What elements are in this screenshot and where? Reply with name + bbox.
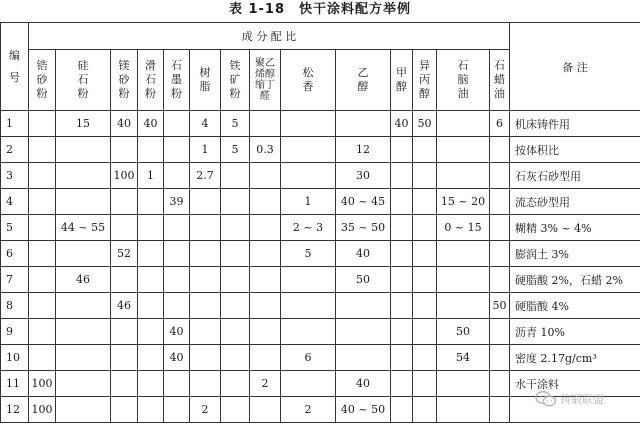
ingredient-cell <box>490 163 510 189</box>
ingredient-cell: 2.7 <box>190 163 221 189</box>
ingredient-cell <box>111 189 138 215</box>
row-number-cell: 4 <box>1 189 29 215</box>
ingredient-cell <box>281 293 336 319</box>
table-row <box>1 137 640 163</box>
ingredient-cell <box>391 241 413 267</box>
table-row <box>1 319 640 345</box>
note-cell: 糊精 3% ~ 4% <box>510 215 640 241</box>
ingredient-cell <box>138 137 164 163</box>
header-note: 备 注 <box>510 23 640 111</box>
header-ethanol: 乙醇 <box>336 50 391 111</box>
ingredient-cell <box>250 215 281 241</box>
note-cell: 硬脂酸 4% <box>510 293 640 319</box>
ingredient-cell <box>490 371 510 397</box>
ingredient-cell <box>391 189 413 215</box>
note-cell: 机床铸件用 <box>510 111 640 137</box>
table-caption <box>0 1 640 19</box>
ingredient-cell <box>190 267 221 293</box>
ingredient-cell <box>29 241 56 267</box>
ingredient-cell: 2 ~ 3 <box>281 215 336 241</box>
ingredient-cell <box>250 397 281 423</box>
ingredient-cell: 2 <box>281 397 336 423</box>
ingredient-cell <box>413 267 437 293</box>
ingredient-cell <box>29 111 56 137</box>
row-number-cell: 11 <box>1 371 29 397</box>
ingredient-cell <box>221 397 250 423</box>
ingredient-cell <box>56 397 111 423</box>
ingredient-cell: 40 <box>111 111 138 137</box>
ingredient-cell <box>437 293 490 319</box>
ingredient-cell <box>250 111 281 137</box>
ingredient-cell: 54 <box>437 345 490 371</box>
ingredient-cell <box>391 215 413 241</box>
header-silica-powder: 硅石粉 <box>56 50 111 111</box>
ingredient-cell <box>490 137 510 163</box>
header-rosin: 松香 <box>281 50 336 111</box>
ingredient-cell <box>250 345 281 371</box>
ingredient-cell <box>391 371 413 397</box>
table-row <box>1 163 640 189</box>
table-row <box>1 267 640 293</box>
ingredient-cell: 39 <box>164 189 190 215</box>
ingredient-cell <box>190 371 221 397</box>
watermark <box>535 384 635 414</box>
row-number-cell: 1 <box>1 111 29 137</box>
ingredient-cell <box>138 397 164 423</box>
header-row-top <box>1 23 640 50</box>
row-number-cell: 3 <box>1 163 29 189</box>
table-row <box>1 111 640 137</box>
ingredient-cell <box>250 189 281 215</box>
ingredient-cell <box>437 137 490 163</box>
table-row <box>1 293 640 319</box>
ingredient-cell: 100 <box>29 371 56 397</box>
ingredient-cell: 0.3 <box>250 137 281 163</box>
header-composition-group: 成 分 配 比 <box>29 23 510 50</box>
ingredient-cell: 12 <box>336 137 391 163</box>
ingredient-cell <box>281 371 336 397</box>
ingredient-cell <box>413 215 437 241</box>
header-zircon-powder: 锆砂粉 <box>29 50 56 111</box>
note-cell: 膨润土 3% <box>510 241 640 267</box>
ingredient-cell <box>190 189 221 215</box>
ingredient-cell <box>190 293 221 319</box>
row-number-cell: 9 <box>1 319 29 345</box>
ingredient-cell <box>111 397 138 423</box>
ingredient-cell <box>490 319 510 345</box>
ingredient-cell: 1 <box>281 189 336 215</box>
ingredient-cell <box>413 163 437 189</box>
ingredient-cell <box>413 397 437 423</box>
header-resin: 树脂 <box>190 50 221 111</box>
ingredient-cell <box>56 137 111 163</box>
ingredient-cell <box>391 397 413 423</box>
ingredient-cell: 2 <box>190 397 221 423</box>
ingredient-cell: 5 <box>221 111 250 137</box>
ingredient-cell <box>490 189 510 215</box>
ingredient-cell <box>29 319 56 345</box>
ingredient-cell <box>413 371 437 397</box>
ingredient-cell: 35 ~ 50 <box>336 215 391 241</box>
ingredient-cell: 15 <box>56 111 111 137</box>
ingredient-cell: 52 <box>111 241 138 267</box>
ingredient-cell: 100 <box>111 163 138 189</box>
table-row <box>1 241 640 267</box>
ingredient-cell <box>221 371 250 397</box>
ingredient-cell <box>391 137 413 163</box>
ingredient-cell <box>281 137 336 163</box>
ingredient-cell: 40 <box>138 111 164 137</box>
header-isopropanol: 异丙醇 <box>413 50 437 111</box>
ingredient-cell <box>413 319 437 345</box>
ingredient-cell <box>281 267 336 293</box>
ingredient-cell <box>164 293 190 319</box>
ingredient-cell: 40 <box>336 241 391 267</box>
ingredient-cell <box>250 293 281 319</box>
ingredient-cell <box>221 241 250 267</box>
ingredient-cell <box>221 293 250 319</box>
ingredient-cell <box>437 371 490 397</box>
ingredient-cell <box>221 267 250 293</box>
ingredient-cell <box>190 319 221 345</box>
header-pvb: 聚乙烯醇缩丁醛 <box>250 50 281 111</box>
ingredient-cell <box>490 397 510 423</box>
ingredient-cell <box>56 241 111 267</box>
ingredient-cell: 15 ~ 20 <box>437 189 490 215</box>
ingredient-cell <box>56 189 111 215</box>
ingredient-cell <box>56 345 111 371</box>
ingredient-cell: 2 <box>250 371 281 397</box>
ingredient-cell <box>138 267 164 293</box>
ingredient-cell <box>190 345 221 371</box>
note-cell: 流态砂型用 <box>510 189 640 215</box>
note-cell: 水干涂料 <box>510 371 640 397</box>
ingredient-cell <box>336 111 391 137</box>
ingredient-cell <box>138 215 164 241</box>
ingredient-cell <box>138 371 164 397</box>
row-number-cell: 2 <box>1 137 29 163</box>
ingredient-cell: 40 <box>336 371 391 397</box>
ingredient-cell: 44 ~ 55 <box>56 215 111 241</box>
row-number-cell: 6 <box>1 241 29 267</box>
ingredient-cell <box>221 189 250 215</box>
ingredient-cell <box>56 163 111 189</box>
ingredient-cell <box>56 371 111 397</box>
ingredient-cell <box>281 319 336 345</box>
ingredient-cell <box>164 215 190 241</box>
note-cell: 石灰石砂型用 <box>510 163 640 189</box>
ingredient-cell: 30 <box>336 163 391 189</box>
header-methanol: 甲醇 <box>391 50 413 111</box>
ingredient-cell <box>111 371 138 397</box>
note-cell: 密度 2.17g/cm³ <box>510 345 640 371</box>
ingredient-cell <box>413 241 437 267</box>
table-title: 快干涂料配方举例 <box>299 2 412 17</box>
ingredient-cell <box>490 215 510 241</box>
recipe-table <box>0 22 640 423</box>
ingredient-cell <box>138 319 164 345</box>
ingredient-cell <box>336 345 391 371</box>
ingredient-cell <box>29 137 56 163</box>
ingredient-cell <box>190 241 221 267</box>
ingredient-cell <box>29 267 56 293</box>
recipe-table-body <box>1 111 640 423</box>
header-talc-powder: 滑石粉 <box>138 50 164 111</box>
ingredient-cell: 50 <box>336 267 391 293</box>
ingredient-cell: 40 <box>164 345 190 371</box>
ingredient-cell <box>490 241 510 267</box>
ingredient-cell <box>138 345 164 371</box>
ingredient-cell: 40 <box>391 111 413 137</box>
ingredient-cell <box>111 215 138 241</box>
ingredient-cell <box>56 293 111 319</box>
table-row <box>1 189 640 215</box>
ingredient-cell <box>164 163 190 189</box>
ingredient-cell <box>164 241 190 267</box>
ingredient-cell <box>111 319 138 345</box>
ingredient-cell: 0 ~ 15 <box>437 215 490 241</box>
note-cell: 硬脂酸 2%，石蜡 2% <box>510 267 640 293</box>
ingredient-cell <box>111 345 138 371</box>
ingredient-cell <box>250 267 281 293</box>
ingredient-cell: 1 <box>190 137 221 163</box>
ingredient-cell: 40 <box>164 319 190 345</box>
header-magnesia-powder: 镁砂粉 <box>111 50 138 111</box>
ingredient-cell <box>221 319 250 345</box>
table-number: 表 1-18 <box>228 2 286 17</box>
ingredient-cell <box>111 267 138 293</box>
ingredient-cell: 50 <box>490 293 510 319</box>
note-cell: 沥青 10% <box>510 319 640 345</box>
ingredient-cell: 50 <box>437 319 490 345</box>
ingredient-cell <box>413 345 437 371</box>
ingredient-cell <box>437 241 490 267</box>
row-number-cell: 5 <box>1 215 29 241</box>
ingredient-cell <box>164 137 190 163</box>
ingredient-cell: 4 <box>190 111 221 137</box>
ingredient-cell <box>413 293 437 319</box>
ingredient-cell <box>29 293 56 319</box>
ingredient-cell <box>250 241 281 267</box>
ingredient-cell <box>437 163 490 189</box>
ingredient-cell <box>281 163 336 189</box>
ingredient-cell <box>336 319 391 345</box>
ingredient-cell: 6 <box>281 345 336 371</box>
ingredient-cell <box>391 345 413 371</box>
ingredient-cell <box>437 111 490 137</box>
row-number-cell: 10 <box>1 345 29 371</box>
row-number-cell: 7 <box>1 267 29 293</box>
ingredient-cell <box>29 189 56 215</box>
ingredient-cell <box>391 267 413 293</box>
row-number-cell: 8 <box>1 293 29 319</box>
ingredient-cell: 1 <box>138 163 164 189</box>
table-row <box>1 345 640 371</box>
header-naphtha: 石脑油 <box>437 50 490 111</box>
ingredient-cell <box>437 397 490 423</box>
ingredient-cell <box>391 293 413 319</box>
ingredient-cell <box>138 241 164 267</box>
ingredient-cell: 40 ~ 45 <box>336 189 391 215</box>
ingredient-cell <box>56 319 111 345</box>
ingredient-cell <box>164 267 190 293</box>
ingredient-cell <box>391 319 413 345</box>
watermark-text: 铸锻联盟 <box>560 393 604 406</box>
ingredient-cell: 40 ~ 50 <box>336 397 391 423</box>
ingredient-cell <box>164 111 190 137</box>
ingredient-cell <box>29 163 56 189</box>
ingredient-cell: 5 <box>281 241 336 267</box>
ingredient-cell <box>221 215 250 241</box>
ingredient-cell <box>221 163 250 189</box>
header-row-number: 编号 <box>1 23 29 111</box>
ingredient-cell <box>413 137 437 163</box>
ingredient-cell <box>221 345 250 371</box>
header-graphite-powder: 石墨粉 <box>164 50 190 111</box>
ingredient-cell <box>391 163 413 189</box>
wechat-icon <box>535 390 557 408</box>
ingredient-cell <box>138 293 164 319</box>
ingredient-cell: 46 <box>111 293 138 319</box>
ingredient-cell <box>336 293 391 319</box>
ingredient-cell: 100 <box>29 397 56 423</box>
ingredient-cell <box>29 345 56 371</box>
ingredient-cell: 46 <box>56 267 111 293</box>
ingredient-cell <box>490 267 510 293</box>
ingredient-cell <box>437 267 490 293</box>
ingredient-cell: 5 <box>221 137 250 163</box>
ingredient-cell: 6 <box>490 111 510 137</box>
ingredient-cell <box>250 163 281 189</box>
ingredient-cell <box>164 397 190 423</box>
ingredient-cell <box>281 111 336 137</box>
ingredient-cell <box>413 189 437 215</box>
ingredient-cell <box>138 189 164 215</box>
ingredient-cell <box>29 215 56 241</box>
header-iron-ore-powder: 铁矿粉 <box>221 50 250 111</box>
table-row <box>1 215 640 241</box>
ingredient-cell <box>250 319 281 345</box>
ingredient-cell: 50 <box>413 111 437 137</box>
ingredient-cell <box>190 215 221 241</box>
row-number-cell: 12 <box>1 397 29 423</box>
ingredient-cell <box>111 137 138 163</box>
header-paraffin-oil: 石蜡油 <box>490 50 510 111</box>
note-cell: 按体积比 <box>510 137 640 163</box>
ingredient-cell <box>164 371 190 397</box>
ingredient-cell <box>490 345 510 371</box>
